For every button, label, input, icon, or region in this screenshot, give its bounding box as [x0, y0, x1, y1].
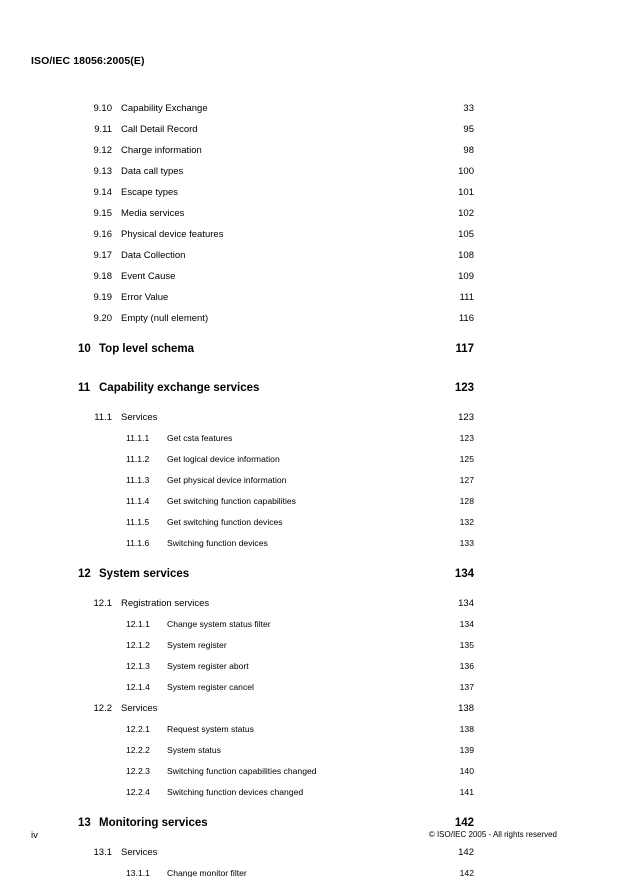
- toc-entry-label: Get switching function capabilities: [167, 496, 296, 506]
- toc-entry-number: 9.16: [93, 229, 112, 240]
- toc-entry-label: System register cancel: [167, 682, 254, 692]
- toc-entry-label: Services: [121, 847, 158, 858]
- toc-entry[interactable]: [0, 475, 619, 496]
- toc-entry-page-number: 140: [459, 766, 474, 776]
- toc-entry-label: Call Detail Record: [121, 124, 198, 135]
- toc-entry[interactable]: [0, 538, 619, 559]
- toc-entry[interactable]: [0, 868, 619, 877]
- toc-entry[interactable]: [0, 412, 619, 433]
- toc-entry[interactable]: [0, 745, 619, 766]
- toc-entry-page-number: 108: [458, 250, 474, 261]
- toc-entry[interactable]: [0, 124, 619, 145]
- toc-entry-page-number: 102: [458, 208, 474, 219]
- toc-entry-label: Get physical device information: [167, 475, 287, 485]
- toc-entry-page-number: 138: [458, 703, 474, 714]
- toc-entry[interactable]: [0, 187, 619, 208]
- toc-entry[interactable]: [0, 517, 619, 538]
- toc-entry-label: System services: [99, 568, 190, 580]
- toc-entry[interactable]: [0, 454, 619, 475]
- toc-entry-number: 11.1.6: [126, 538, 150, 548]
- toc-entry-page-number: 98: [463, 145, 474, 156]
- toc-entry[interactable]: [0, 382, 619, 412]
- toc-entry-label: Switching function devices changed: [167, 787, 304, 797]
- toc-entry-page-number: 137: [459, 682, 474, 692]
- toc-entry-page-number: 136: [459, 661, 474, 671]
- toc-entry-number: 12.2.1: [126, 724, 150, 734]
- toc-entry-label: Switching function capabilities changed: [167, 766, 317, 776]
- toc-entry-number: 12.2: [93, 703, 112, 714]
- toc-entry-page-number: 125: [459, 454, 474, 464]
- toc-entry-label: Escape types: [121, 187, 179, 198]
- document-running-header: ISO/IEC 18056:2005(E): [31, 55, 145, 67]
- toc-entry-number: 9.20: [93, 313, 112, 324]
- toc-entry-number: 9.17: [93, 250, 112, 261]
- toc-entry[interactable]: [0, 598, 619, 619]
- toc-entry-page-number: 100: [458, 166, 474, 177]
- toc-entry-label: Charge information: [121, 145, 202, 156]
- toc-entry-label: Get csta features: [167, 433, 233, 443]
- toc-entry-page-number: 132: [459, 517, 474, 527]
- toc-entry[interactable]: [0, 682, 619, 703]
- toc-entry-page-number: 134: [458, 598, 474, 609]
- toc-entry-number: 11.1: [94, 412, 112, 423]
- footer-page-number: iv: [31, 830, 38, 841]
- toc-entry-number: 11.1.1: [126, 433, 150, 443]
- toc-entry[interactable]: [0, 433, 619, 454]
- toc-entry-page-number: 95: [463, 124, 474, 135]
- toc-entry-label: Change system status filter: [167, 619, 271, 629]
- toc-entry-label: Capability exchange services: [99, 382, 260, 394]
- toc-entry-number: 11.1.2: [126, 454, 150, 464]
- toc-entry[interactable]: [0, 640, 619, 661]
- toc-entry-page-number: 33: [463, 103, 474, 114]
- toc-entry-page-number: 109: [458, 271, 474, 282]
- toc-entry-label: Data Collection: [121, 250, 186, 261]
- toc-entry-page-number: 123: [459, 433, 474, 443]
- toc-entry-number: 9.11: [94, 124, 112, 135]
- toc-entry-page-number: 141: [459, 787, 474, 797]
- toc-entry-label: Get logical device information: [167, 454, 280, 464]
- toc-entry[interactable]: [0, 145, 619, 166]
- toc-entry-number: 11.1.4: [126, 496, 150, 506]
- table-of-contents: [0, 103, 619, 877]
- toc-entry-number: 11.1.5: [126, 517, 150, 527]
- toc-entry-number: 9.19: [93, 292, 112, 303]
- toc-entry-number: 11: [78, 382, 91, 394]
- toc-entry[interactable]: [0, 766, 619, 787]
- toc-entry-page-number: 142: [454, 817, 474, 829]
- toc-entry-number: 12.1: [93, 598, 112, 609]
- toc-entry[interactable]: [0, 343, 619, 373]
- toc-entry-label: Services: [121, 412, 158, 423]
- toc-entry[interactable]: [0, 250, 619, 271]
- toc-entry-number: 9.15: [93, 208, 112, 219]
- toc-entry-label: System status: [167, 745, 221, 755]
- toc-entry-page-number: 142: [458, 847, 474, 858]
- toc-entry-page-number: 123: [458, 412, 474, 423]
- toc-entry-number: 12.2.3: [126, 766, 150, 776]
- toc-entry-page-number: 117: [455, 343, 474, 355]
- toc-entry-number: 9.18: [93, 271, 112, 282]
- toc-entry-number: 9.10: [93, 103, 112, 114]
- toc-entry-page-number: 127: [459, 475, 474, 485]
- toc-entry[interactable]: [0, 619, 619, 640]
- toc-entry-page-number: 105: [458, 229, 474, 240]
- toc-entry-page-number: 139: [459, 745, 474, 755]
- toc-entry-number: 11.1.3: [126, 475, 150, 485]
- toc-entry-label: Get switching function devices: [167, 517, 283, 527]
- toc-entry-number: 12.1.3: [126, 661, 150, 671]
- toc-entry-number: 13.1.1: [126, 868, 150, 877]
- toc-entry-label: Registration services: [121, 598, 210, 609]
- toc-entry-number: 12.2.2: [126, 745, 150, 755]
- toc-entry[interactable]: [0, 787, 619, 808]
- toc-entry[interactable]: [0, 166, 619, 187]
- toc-entry-number: 10: [78, 343, 91, 355]
- toc-entry-page-number: 133: [459, 538, 474, 548]
- toc-entry[interactable]: [0, 847, 619, 868]
- toc-entry-label: Change monitor filter: [167, 868, 247, 877]
- toc-entry[interactable]: [0, 661, 619, 682]
- toc-entry-label: Media services: [121, 208, 185, 219]
- toc-entry-label: Monitoring services: [99, 817, 208, 829]
- toc-entry-label: Switching function devices: [167, 538, 268, 548]
- toc-entry-label: Services: [121, 703, 158, 714]
- toc-entry-number: 9.12: [93, 145, 112, 156]
- toc-entry[interactable]: [0, 271, 619, 292]
- toc-entry[interactable]: [0, 313, 619, 334]
- toc-entry-page-number: 138: [459, 724, 474, 734]
- toc-entry-label: Empty (null element): [121, 313, 209, 324]
- toc-entry[interactable]: [0, 292, 619, 313]
- toc-entry-number: 12.1.4: [126, 682, 150, 692]
- toc-entry-number: 13: [78, 817, 91, 829]
- toc-entry[interactable]: [0, 103, 619, 124]
- toc-entry-page-number: 135: [459, 640, 474, 650]
- toc-entry-label: Event Cause: [121, 271, 176, 282]
- toc-entry-number: 13.1: [93, 847, 112, 858]
- toc-entry-page-number: 134: [454, 568, 474, 580]
- toc-entry[interactable]: [0, 703, 619, 724]
- toc-entry-page-number: 101: [458, 187, 474, 198]
- toc-entry[interactable]: [0, 229, 619, 250]
- toc-entry-number: 12.2.4: [126, 787, 150, 797]
- toc-entry[interactable]: [0, 724, 619, 745]
- toc-entry-page-number: 134: [459, 619, 474, 629]
- toc-entry-label: Error Value: [121, 292, 169, 303]
- toc-entry-number: 12.1.2: [126, 640, 150, 650]
- toc-entry-page-number: 111: [459, 292, 474, 303]
- toc-entry-page-number: 142: [459, 868, 474, 877]
- toc-entry[interactable]: [0, 496, 619, 517]
- toc-entry-label: Request system status: [167, 724, 254, 734]
- toc-entry[interactable]: [0, 208, 619, 229]
- toc-entry-number: 9.14: [93, 187, 112, 198]
- toc-entry-label: System register abort: [167, 661, 249, 671]
- toc-entry-label: System register: [167, 640, 227, 650]
- toc-entry-page-number: 128: [459, 496, 474, 506]
- toc-entry-number: 9.13: [93, 166, 112, 177]
- toc-entry[interactable]: [0, 568, 619, 598]
- footer-copyright-notice: © ISO/IEC 2005 - All rights reserved: [428, 830, 557, 839]
- toc-entry-page-number: 116: [458, 313, 474, 324]
- toc-entry-page-number: 123: [454, 382, 474, 394]
- toc-entry-number: 12.1.1: [126, 619, 150, 629]
- document-footer: [0, 830, 619, 846]
- toc-entry-label: Capability Exchange: [121, 103, 208, 114]
- toc-entry-label: Physical device features: [121, 229, 224, 240]
- toc-entry-label: Top level schema: [99, 343, 195, 355]
- toc-entry-number: 12: [78, 568, 91, 580]
- toc-entry-label: Data call types: [121, 166, 184, 177]
